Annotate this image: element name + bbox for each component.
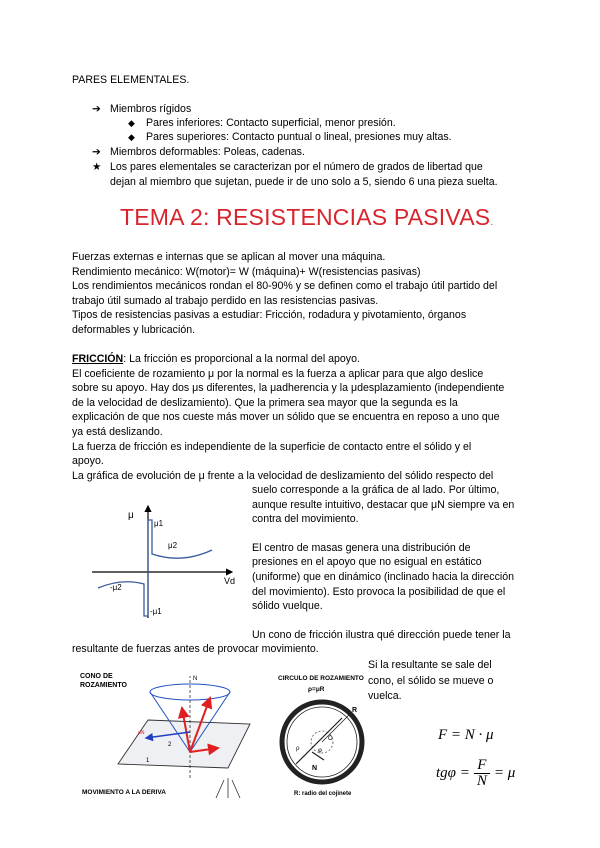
diamond-icon: ◆ <box>128 118 135 128</box>
negative-friction-curve <box>98 572 148 616</box>
list-item-star-cont: dejan al miembro que sujetan, puede ir de uno solo a 5, siendo 6 una pieza suelta. <box>110 176 498 188</box>
friction-circle-figure <box>272 672 368 798</box>
cone-caption: MOVIMIENTO A LA DERIVA <box>82 789 166 796</box>
formula-tangent: tgφ = $\frac{F}{N}$ = μ <box>436 757 516 789</box>
y-axis-label: μ <box>128 510 134 521</box>
cone-title-1: CONO DE <box>80 673 113 680</box>
list-item-lower-pairs: ◆ Pares inferiores: Contacto superficial, menor presión. <box>128 117 396 129</box>
circle-label-n: N <box>312 765 318 772</box>
intro-paragraph: Fuerzas externas e internas que se aplican al mover una máquina. Rendimiento mecánico: W(motor)= W (máquina)+ W(resistencias pasivas) Los rendimientos mecánicos rondan el 80-90% y se definen como el trabajo útil partido del trabajo útil sumado al trabajo perdido en las resistencias pasivas. Tipos de resistencias pasivas a estudiar: Fricción, rodadura y pivotamiento, órganos deformables y lubricación. <box>72 251 498 336</box>
circle-caption: R: radio del cojinete <box>294 791 352 797</box>
friction-velocity-graph <box>92 498 242 623</box>
circle-label-r: R <box>352 707 358 714</box>
section-header: PARES ELEMENTALES. <box>72 74 190 86</box>
friction-cone-figure <box>78 668 258 800</box>
neg-mu1-label: -μ1 <box>150 607 162 616</box>
star-icon: ★ <box>92 161 102 173</box>
list-item-upper-pairs: ◆ Pares superiores: Contacto puntual o lineal, presiones muy altas. <box>128 131 452 143</box>
arrow-icon: ➔ <box>92 146 101 158</box>
friccion-heading: FRICCIÓN <box>72 353 124 365</box>
friccion-last-line: resultante de fuerzas antes de provocar movimiento. <box>72 643 319 655</box>
circle-label-o: O <box>328 736 333 742</box>
mu2-label: μ2 <box>168 541 178 550</box>
cone-side-note: Si la resultante se sale del cono, el sólido se mueve o vuelca. <box>368 659 494 702</box>
cone-label-n: N <box>193 676 198 682</box>
neg-mu2-label: -μ2 <box>110 583 122 592</box>
cone-label-2: 2 <box>168 742 172 748</box>
circle-formula: ρ=μR <box>308 686 325 693</box>
contact-plane <box>118 720 250 768</box>
arrow-icon: ➔ <box>92 103 101 115</box>
list-item-star: ★ Los pares elementales se caracterizan por el número de grados de libertad que <box>92 161 483 173</box>
fraction: $\frac{F}{N}$ <box>474 758 490 789</box>
cone-label-mun: μN <box>138 730 145 736</box>
circle-label-rho: ρ <box>296 746 300 752</box>
list-item-deformable: ➔ Miembros deformables: Poleas, cadenas. <box>92 146 305 158</box>
diamond-icon: ◆ <box>128 132 135 142</box>
cone-title-2: ROZAMIENTO <box>80 682 127 689</box>
list-item-rigid: ➔ Miembros rígidos <box>92 103 192 115</box>
mu1-label: μ1 <box>154 519 164 528</box>
page-title: TEMA 2: RESISTENCIAS PASIVAS. <box>120 204 494 230</box>
friccion-right-column: suelo corresponde a la gráfica de al lado. Por último, aunque resulte intuitivo, destacar que μN siempre va en contra del movimiento. El centro de masas genera una distribución de presiones en el apoyo que no esigual en estático (uniforme) que en dinámico (inclinado hacia la dirección del movimiento). Esto provoca la posibilidad de que el sólido vuelque. Un cono de fricción ilustra qué dirección puede tener la <box>252 484 515 641</box>
formula-friction-force: F = N · μ <box>438 727 494 743</box>
circle-title: CIRCULO DE ROZAMIENTO <box>278 675 364 682</box>
cone-label-1: 1 <box>146 758 150 764</box>
friccion-paragraph: FRICCIÓN: La fricción es proporcional a la normal del apoyo. El coeficiente de rozamiento μ por la normal es la fuerza a aplicar para que algo deslice sobre su apoyo. Hay dos μs diferentes, la μadherencia y la μdesplazamiento (independiente de la velocidad de deslizamiento). Que la primera sea mayor que la segunda es la explicación de que nos cueste más mover un sólido que se encuentra en reposo a uno que ya está deslizando. La fuerza de fricción es independiente de la superficie de contacto entre el sólido y el apoyo. La gráfica de evolución de μ frente a la velocidad de deslizamiento del sólido respecto del <box>72 353 505 482</box>
x-axis-label: Vd <box>224 576 236 586</box>
circle-label-phi: φ <box>318 748 322 754</box>
